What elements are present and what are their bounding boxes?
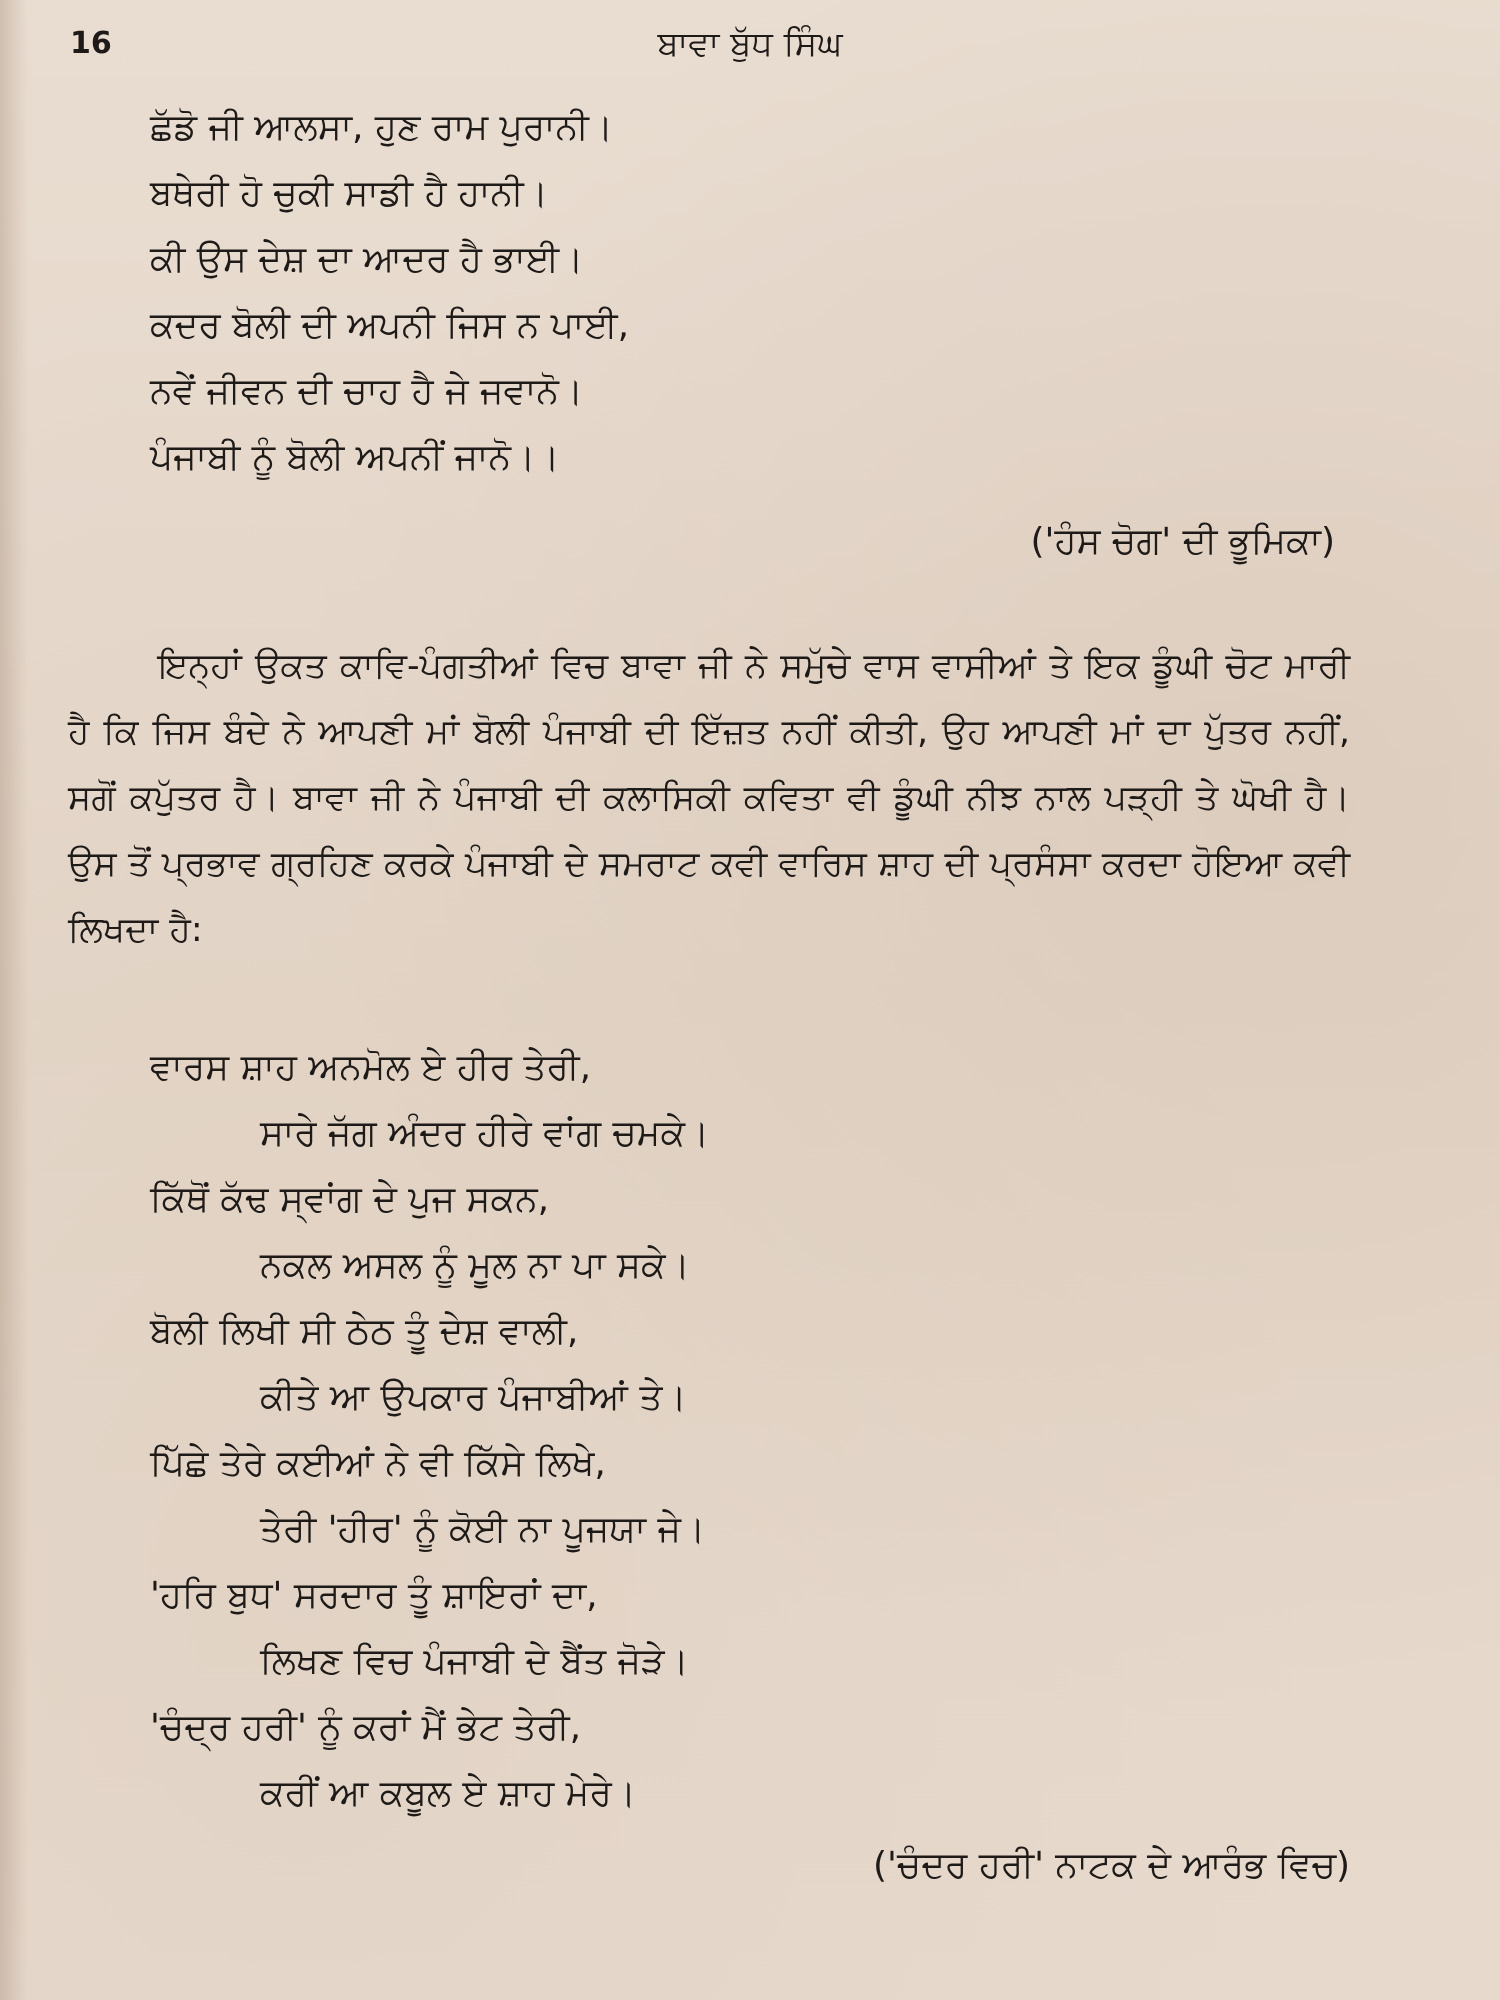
verse-line: ਕਦਰ ਬੋਲੀ ਦੀ ਅਪਨੀ ਜਿਸ ਨ ਪਾਈ, xyxy=(150,305,630,346)
verse-1-source: ('ਹੰਸ ਚੋਗ' ਦੀ ਭੂਮਿਕਾ) xyxy=(1030,521,1335,562)
verse-line: ਬਥੇਰੀ ਹੋ ਚੁਕੀ ਸਾਡੀ ਹੈ ਹਾਨੀ। xyxy=(150,173,549,214)
verse-block-1 xyxy=(150,95,1500,491)
verse-line: ਵਾਰਸ ਸ਼ਾਹ ਅਨਮੋਲ ਏ ਹੀਰ ਤੇਰੀ, xyxy=(150,1047,592,1088)
verse-line-indented: ਸਾਰੇ ਜੱਗ ਅੰਦਰ ਹੀਰੇ ਵਾਂਗ ਚਮਕੇ। xyxy=(260,1113,710,1154)
verse-block-2 xyxy=(150,1035,1500,1827)
verse-line-indented: ਤੇਰੀ 'ਹੀਰ' ਨੂੰ ਕੋਈ ਨਾ ਪੂਜਯਾ ਜੇ। xyxy=(260,1509,706,1550)
verse-line: ਕਿੱਥੋਂ ਕੱਢ ਸ੍ਵਾਂਗ ਦੇ ਪੁਜ ਸਕਨ, xyxy=(150,1179,550,1220)
verse-line: ਪੰਜਾਬੀ ਨੂੰ ਬੋਲੀ ਅਪਨੀਂ ਜਾਨੋ।। xyxy=(150,437,560,478)
verse-line: ਨਵੇਂ ਜੀਵਨ ਦੀ ਚਾਹ ਹੈ ਜੇ ਜਵਾਨੋ। xyxy=(150,371,584,412)
verse-line-indented: ਕਰੀਂ ਆ ਕਬੂਲ ਏ ਸ਼ਾਹ ਮੇਰੇ। xyxy=(260,1773,637,1814)
running-head: ਬਾਵਾ ਬੁੱਧ ਸਿੰਘ xyxy=(657,24,843,64)
verse-2-source: ('ਚੰਦਰ ਹਰੀ' ਨਾਟਕ ਦੇ ਆਰੰਭ ਵਿਚ) xyxy=(873,1845,1350,1886)
verse-line: 'ਚੰਦ੍ਰ ਹਰੀ' ਨੂੰ ਕਰਾਂ ਮੈਂ ਭੇਟ ਤੇਰੀ, xyxy=(150,1707,582,1748)
verse-line: ਬੋਲੀ ਲਿਖੀ ਸੀ ਠੇਠ ਤੂੰ ਦੇਸ਼ ਵਾਲੀ, xyxy=(150,1311,579,1352)
verse-line: ਕੀ ਉਸ ਦੇਸ਼ ਦਾ ਆਦਰ ਹੈ ਭਾਈ। xyxy=(150,239,584,280)
verse-line-indented: ਨਕਲ ਅਸਲ ਨੂੰ ਮੂਲ ਨਾ ਪਾ ਸਕੇ। xyxy=(260,1245,690,1286)
verse-line: ਪਿੱਛੇ ਤੇਰੇ ਕਈਆਂ ਨੇ ਵੀ ਕਿੱਸੇ ਲਿਖੇ, xyxy=(150,1443,606,1484)
page-number: 16 xyxy=(70,26,112,61)
page-content xyxy=(0,95,1500,1899)
verse-line: ਛੱਡੋ ਜੀ ਆਲਸਾ, ਹੁਣ ਰਾਮ ਪੁਰਾਨੀ। xyxy=(150,107,614,148)
verse-line: 'ਹਰਿ ਬੁਧ' ਸਰਦਾਰ ਤੂੰ ਸ਼ਾਇਰਾਂ ਦਾ, xyxy=(150,1575,598,1616)
verse-line-indented: ਲਿਖਣ ਵਿਚ ਪੰਜਾਬੀ ਦੇ ਬੈਂਤ ਜੋੜੇ। xyxy=(260,1641,689,1682)
page-header xyxy=(0,22,1500,72)
verse-line-indented: ਕੀਤੇ ਆ ਉਪਕਾਰ ਪੰਜਾਬੀਆਂ ਤੇ। xyxy=(260,1377,687,1418)
body-paragraph: ਇਨ੍ਹਾਂ ਉਕਤ ਕਾਵਿ-ਪੰਗਤੀਆਂ ਵਿਚ ਬਾਵਾ ਜੀ ਨੇ ਸਮੁੱਚੇ ਵਾਸ ਵਾਸੀਆਂ ਤੇ ਇਕ ਡੂੰਘੀ ਚੋਟ ਮਾਰੀ ਹੈ ਕਿ ਜਿਸ ਬੰਦੇ ਨੇ ਆਪਣੀ ਮਾਂ ਬੋਲੀ ਪੰਜਾਬੀ ਦੀ ਇੱਜ਼ਤ ਨਹੀਂ ਕੀਤੀ, ਉਹ ਆਪਣੀ ਮਾਂ ਦਾ ਪੁੱਤਰ ਨਹੀਂ, ਸਗੋਂ ਕਪੁੱਤਰ ਹੈ। ਬਾਵਾ ਜੀ ਨੇ ਪੰਜਾਬੀ ਦੀ ਕਲਾਸਿਕੀ ਕਵਿਤਾ ਵੀ ਡੂੰਘੀ ਨੀਝ ਨਾਲ ਪੜ੍ਹੀ ਤੇ ਘੋਖੀ ਹੈ। ਉਸ ਤੋਂ ਪ੍ਰਭਾਵ ਗ੍ਰਹਿਣ ਕਰਕੇ ਪੰਜਾਬੀ ਦੇ ਸਮਰਾਟ ਕਵੀ ਵਾਰਿਸ ਸ਼ਾਹ ਦੀ ਪ੍ਰਸੰਸਾ ਕਰਦਾ ਹੋਇਆ ਕਵੀ ਲਿਖਦਾ ਹੈ: xyxy=(68,646,1350,950)
